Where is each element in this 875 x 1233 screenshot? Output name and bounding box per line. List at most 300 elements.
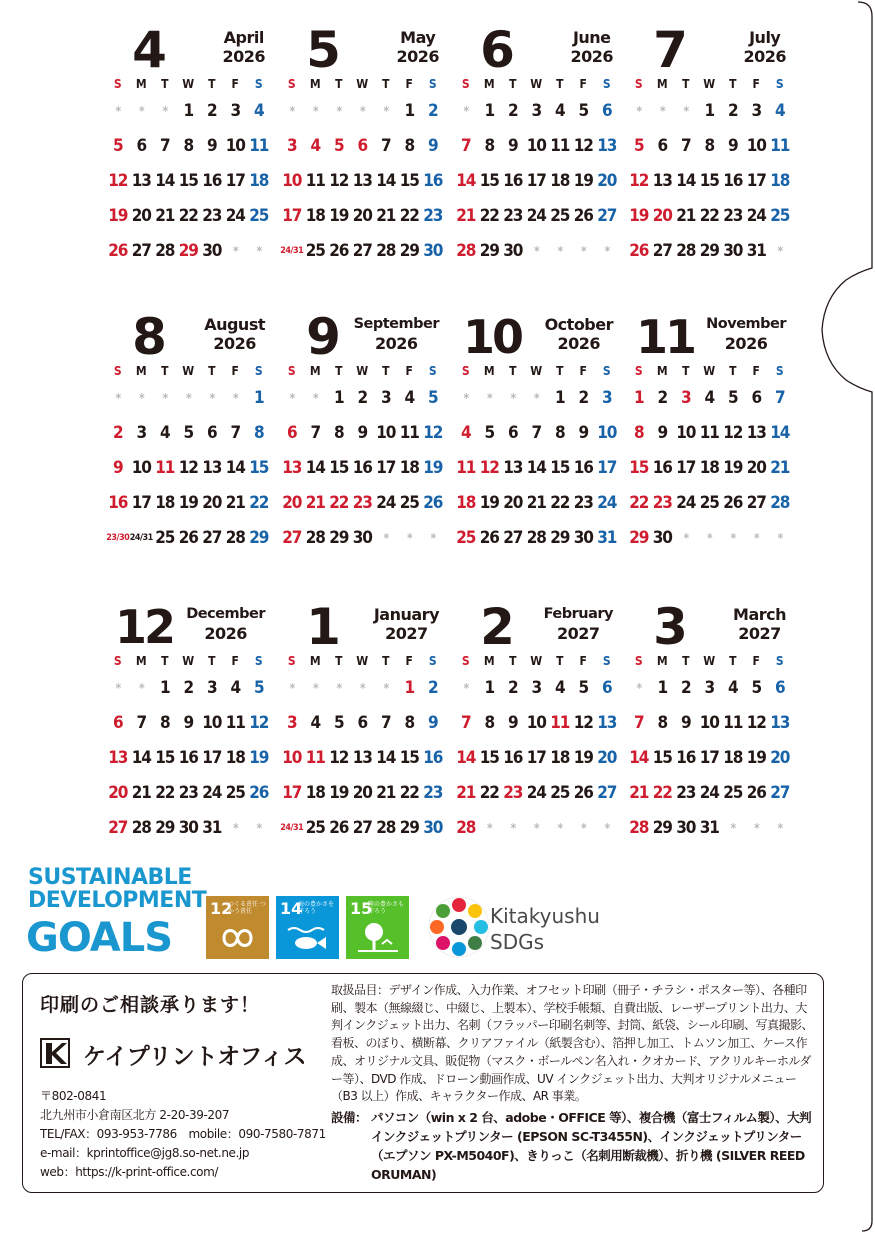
week-row <box>454 455 619 481</box>
week-row <box>106 780 271 806</box>
month-year: 2026 <box>375 334 418 353</box>
day-cell: 10 <box>676 423 696 443</box>
day-cell: 21 <box>155 206 175 226</box>
day-cell: 28 <box>526 528 546 548</box>
day-cell: 19 <box>329 783 349 803</box>
week-row <box>280 238 445 264</box>
day-cell: 8 <box>404 713 414 733</box>
empty-day-mark: * <box>233 244 238 258</box>
day-cell: 1 <box>657 678 667 698</box>
weekday-label: T <box>509 654 517 668</box>
month-year: 2027 <box>738 624 781 643</box>
day-cell: 5 <box>751 678 761 698</box>
day-cell: 1 <box>555 388 565 408</box>
week-row <box>627 420 792 446</box>
day-cell: 21 <box>131 783 151 803</box>
day-cell: 17 <box>699 748 719 768</box>
day-cell: 24 <box>526 206 546 226</box>
weekday-label: F <box>405 77 413 91</box>
week-row <box>627 745 792 771</box>
day-cell: 18 <box>550 171 570 191</box>
weekday-label: M <box>483 77 495 91</box>
company-logo-icon <box>40 1038 70 1068</box>
day-cell: 10 <box>282 748 302 768</box>
day-cell: 23 <box>652 493 672 513</box>
week-row <box>106 710 271 736</box>
day-cell: 26 <box>249 783 269 803</box>
day-cell: 5 <box>334 136 344 156</box>
day-cell: 6 <box>357 713 367 733</box>
day-cell: 1 <box>404 101 414 121</box>
weekday-label: T <box>682 364 690 378</box>
weekday-label: T <box>335 654 343 668</box>
day-cell: 12 <box>479 458 499 478</box>
day-cell: 12 <box>329 171 349 191</box>
empty-day-mark: * <box>139 391 144 405</box>
day-cell: 25 <box>305 818 325 838</box>
infinity-icon <box>206 896 269 959</box>
day-cell: 23 <box>352 493 372 513</box>
month-may <box>280 18 445 288</box>
weekday-label: F <box>579 77 587 91</box>
week-row <box>454 490 619 516</box>
day-cell: 1 <box>183 101 193 121</box>
week-row <box>627 675 792 701</box>
day-cell: 23 <box>178 783 198 803</box>
empty-day-mark: * <box>383 104 388 118</box>
address: 北九州市小倉南区北方 2-20-39-207 <box>40 1108 230 1122</box>
day-cell: 6 <box>751 388 761 408</box>
day-cell: 3 <box>287 713 297 733</box>
tree-icon <box>346 896 409 959</box>
week-row <box>627 780 792 806</box>
week-row <box>280 133 445 159</box>
month-number: 8 <box>132 308 164 366</box>
empty-day-mark: * <box>209 391 214 405</box>
day-cell: 28 <box>376 241 396 261</box>
day-cell: 4 <box>310 136 320 156</box>
day-cell: 8 <box>704 136 714 156</box>
empty-day-mark: * <box>534 244 539 258</box>
day-cell: 19 <box>479 493 499 513</box>
sdgs-goals-word: GOALS <box>26 915 173 961</box>
empty-day-mark: * <box>604 244 609 258</box>
empty-day-mark: * <box>430 531 435 545</box>
tel-fax: TEL/FAX：093-953-7786 mobile：090-7580-7871 <box>40 1127 326 1141</box>
weekday-header <box>627 76 792 92</box>
day-cell: 22 <box>329 493 349 513</box>
month-year: 2027 <box>557 624 600 643</box>
week-row <box>106 490 271 516</box>
day-cell: 19 <box>573 748 593 768</box>
day-cell: 19 <box>178 493 198 513</box>
day-cell: 10 <box>131 458 151 478</box>
day-cell: 9 <box>508 136 518 156</box>
day-cell: 7 <box>461 136 471 156</box>
day-cell: 11 <box>456 458 476 478</box>
month-title <box>733 605 786 643</box>
weekday-label: W <box>356 654 369 668</box>
weekday-label: F <box>752 654 760 668</box>
day-cell: 7 <box>310 423 320 443</box>
day-cell: 16 <box>573 458 593 478</box>
week-row <box>280 745 445 771</box>
day-cell: 11 <box>723 713 743 733</box>
month-name: February <box>543 606 613 622</box>
weekday-header <box>106 76 271 92</box>
day-cell: 10 <box>225 136 245 156</box>
empty-day-mark: * <box>115 104 120 118</box>
weekday-label: S <box>775 364 784 378</box>
month-february <box>454 595 619 865</box>
day-cell: 7 <box>681 136 691 156</box>
day-cell: 17 <box>526 171 546 191</box>
day-cell: 10 <box>282 171 302 191</box>
weekday-label: W <box>703 654 716 668</box>
day-cell: 26 <box>423 493 443 513</box>
month-title <box>396 28 439 66</box>
day-cell: 19 <box>329 206 349 226</box>
day-cell: 31 <box>597 528 617 548</box>
day-cell: 21 <box>526 493 546 513</box>
day-cell: 13 <box>597 713 617 733</box>
day-cell: 20 <box>503 493 523 513</box>
day-cell: 20 <box>746 458 766 478</box>
day-cell: 30 <box>352 528 372 548</box>
day-cell: 2 <box>728 101 738 121</box>
day-cell: 15 <box>479 171 499 191</box>
month-year: 2026 <box>213 334 256 353</box>
day-cell: 25 <box>723 783 743 803</box>
day-cell: 25 <box>249 206 269 226</box>
month-name: June <box>572 28 611 47</box>
day-cell: 29 <box>329 528 349 548</box>
day-cell: 14 <box>376 748 396 768</box>
day-cell: 6 <box>508 423 518 443</box>
month-number: 6 <box>480 21 512 79</box>
empty-day-mark: * <box>707 531 712 545</box>
day-cell: 29 <box>652 818 672 838</box>
day-cell: 1 <box>334 388 344 408</box>
empty-day-mark: * <box>407 531 412 545</box>
week-row <box>454 98 619 124</box>
day-cell: 25 <box>550 783 570 803</box>
empty-day-mark: * <box>557 821 562 835</box>
day-cell: 22 <box>479 783 499 803</box>
day-cell: 9 <box>207 136 217 156</box>
day-cell: 26 <box>723 493 743 513</box>
day-cell: 11 <box>155 458 175 478</box>
day-cell: 29 <box>479 241 499 261</box>
weekday-label: F <box>405 654 413 668</box>
sdgs-label: SDGs <box>490 930 545 954</box>
day-cell: 12 <box>629 171 649 191</box>
month-july <box>627 18 792 288</box>
day-cell: 23/30 <box>106 533 130 543</box>
week-row <box>106 525 271 551</box>
empty-day-mark: * <box>604 821 609 835</box>
weekday-label: F <box>231 77 239 91</box>
day-cell: 9 <box>578 423 588 443</box>
month-number: 11 <box>635 310 694 364</box>
month-number: 7 <box>653 21 685 79</box>
month-name: January <box>373 605 439 624</box>
weekday-header <box>280 653 445 669</box>
weekday-label: T <box>682 654 690 668</box>
weekday-label: F <box>579 654 587 668</box>
month-june <box>454 18 619 288</box>
day-cell: 30 <box>423 818 443 838</box>
day-cell: 27 <box>503 528 523 548</box>
day-cell: 24 <box>526 783 546 803</box>
day-cell: 4 <box>775 101 785 121</box>
day-cell: 17 <box>282 783 302 803</box>
month-number: 12 <box>114 600 173 654</box>
day-cell: 19 <box>723 458 743 478</box>
day-cell: 16 <box>108 493 128 513</box>
day-cell: 9 <box>183 713 193 733</box>
goal-14-number: 14 <box>280 899 303 918</box>
day-cell: 23 <box>573 493 593 513</box>
day-cell: 30 <box>503 241 523 261</box>
weekday-label: S <box>113 77 122 91</box>
day-cell: 19 <box>108 206 128 226</box>
day-cell: 7 <box>160 136 170 156</box>
kitakyushu-label: Kitakyushu <box>490 904 600 928</box>
day-cell: 7 <box>381 713 391 733</box>
empty-day-mark: * <box>139 104 144 118</box>
weekday-label: M <box>135 77 147 91</box>
day-cell: 22 <box>652 783 672 803</box>
day-cell: 3 <box>287 136 297 156</box>
day-cell: 20 <box>108 783 128 803</box>
day-cell: 24 <box>202 783 222 803</box>
equipment-list: パソコン（win x 2 台、adobe・OFFICE 等）、複合機（富士フィルム製）、大判インクジェットプリンター (EPSON SC-T3455N)、インクジェットプリンター（エプソン PX-M5040F)、きりっこ（名刺用断裁機）、折り機 (SILVER REED ORUMAN) <box>371 1110 812 1182</box>
weekday-label: F <box>405 364 413 378</box>
weekday-header <box>627 653 792 669</box>
day-cell: 7 <box>461 713 471 733</box>
website: web：https://k-print-office.com/ <box>40 1165 219 1179</box>
week-row <box>454 133 619 159</box>
company-name: ケイプリントオフィス <box>83 1044 307 1070</box>
day-cell: 2 <box>207 101 217 121</box>
empty-day-mark: * <box>754 531 759 545</box>
fish-icon <box>276 896 339 959</box>
goal-15-text: 陸の豊かさも 守ろう <box>368 901 405 915</box>
equipment-section <box>331 1108 815 1184</box>
day-cell: 1 <box>254 388 264 408</box>
day-cell: 22 <box>399 206 419 226</box>
day-cell: 4 <box>728 678 738 698</box>
day-cell: 15 <box>699 171 719 191</box>
month-number: 4 <box>132 21 164 79</box>
day-cell: 9 <box>681 713 691 733</box>
day-cell: 8 <box>183 136 193 156</box>
day-cell: 17 <box>597 458 617 478</box>
day-cell: 3 <box>531 101 541 121</box>
day-cell: 16 <box>423 171 443 191</box>
day-cell: 17 <box>376 458 396 478</box>
day-cell: 25 <box>225 783 245 803</box>
week-row <box>627 710 792 736</box>
day-cell: 5 <box>578 101 588 121</box>
day-cell: 18 <box>155 493 175 513</box>
month-number: 10 <box>462 310 521 364</box>
goal-12-text: つくる責任 つかう責任 <box>228 901 266 915</box>
empty-day-mark: * <box>463 681 468 695</box>
weekday-label: W <box>703 364 716 378</box>
day-cell: 30 <box>423 241 443 261</box>
day-cell: 23 <box>503 206 523 226</box>
day-cell: 3 <box>704 678 714 698</box>
day-cell: 8 <box>484 713 494 733</box>
day-cell: 8 <box>334 423 344 443</box>
day-cell: 1 <box>160 678 170 698</box>
weekday-label: S <box>113 654 122 668</box>
week-row <box>454 238 619 264</box>
month-name: July <box>749 28 781 47</box>
day-cell: 28 <box>770 493 790 513</box>
day-cell: 28 <box>676 241 696 261</box>
weekday-label: T <box>556 77 564 91</box>
weekday-label: F <box>752 77 760 91</box>
day-cell: 16 <box>503 748 523 768</box>
weekday-label: T <box>729 77 737 91</box>
week-row <box>280 780 445 806</box>
week-row <box>280 98 445 124</box>
day-cell: 30 <box>178 818 198 838</box>
day-cell: 30 <box>723 241 743 261</box>
day-cell: 27 <box>746 493 766 513</box>
day-cell: 19 <box>423 458 443 478</box>
day-cell: 16 <box>178 748 198 768</box>
day-cell: 5 <box>728 388 738 408</box>
weekday-header <box>454 363 619 379</box>
day-cell: 31 <box>699 818 719 838</box>
day-cell: 20 <box>282 493 302 513</box>
month-name: December <box>186 606 265 622</box>
week-row <box>454 385 619 411</box>
day-cell: 18 <box>305 783 325 803</box>
month-name: August <box>204 315 265 334</box>
day-cell: 12 <box>329 748 349 768</box>
empty-day-mark: * <box>636 681 641 695</box>
day-cell: 10 <box>699 713 719 733</box>
day-cell: 15 <box>652 748 672 768</box>
day-cell: 10 <box>746 136 766 156</box>
day-cell: 2 <box>113 423 123 443</box>
weekday-label: S <box>775 77 784 91</box>
day-cell: 18 <box>305 206 325 226</box>
day-cell: 5 <box>428 388 438 408</box>
month-march <box>627 595 792 865</box>
weekday-label: T <box>208 77 216 91</box>
day-cell: 17 <box>225 171 245 191</box>
week-row <box>106 745 271 771</box>
day-cell: 26 <box>629 241 649 261</box>
day-cell: 14 <box>155 171 175 191</box>
goal-15-number: 15 <box>350 899 373 918</box>
day-cell: 13 <box>282 458 302 478</box>
day-cell: 9 <box>728 136 738 156</box>
day-cell: 8 <box>254 423 264 443</box>
weekday-label: S <box>254 77 263 91</box>
month-title <box>222 28 265 66</box>
week-row <box>280 815 445 841</box>
day-cell: 4 <box>704 388 714 408</box>
month-title <box>743 28 786 66</box>
day-cell: 3 <box>136 423 146 443</box>
week-row <box>280 525 445 551</box>
month-year: 2026 <box>724 334 768 353</box>
day-cell: 4 <box>160 423 170 443</box>
equipment-label: 設備： <box>331 1110 368 1125</box>
week-row <box>454 745 619 771</box>
day-cell: 2 <box>428 101 438 121</box>
day-cell: 24 <box>676 493 696 513</box>
day-cell: 11 <box>249 136 269 156</box>
day-cell: 25 <box>456 528 476 548</box>
day-cell: 6 <box>602 101 612 121</box>
month-january <box>280 595 445 865</box>
day-cell: 15 <box>178 171 198 191</box>
day-cell: 29 <box>399 818 419 838</box>
day-cell: 17 <box>282 206 302 226</box>
weekday-label: S <box>287 364 296 378</box>
day-cell: 12 <box>573 713 593 733</box>
day-cell: 10 <box>597 423 617 443</box>
month-title <box>570 28 613 66</box>
day-cell: 6 <box>207 423 217 443</box>
day-cell: 14 <box>305 458 325 478</box>
week-row <box>106 98 271 124</box>
weekday-label: T <box>509 77 517 91</box>
day-cell: 25 <box>399 493 419 513</box>
day-cell: 22 <box>249 493 269 513</box>
weekday-label: S <box>428 654 437 668</box>
week-row <box>454 780 619 806</box>
day-cell: 14 <box>526 458 546 478</box>
services-list: 取扱品目：デザイン作成、入力作業、オフセット印刷（冊子・チラシ・ポスター等）、各種印刷、製本（無線綴じ、中綴じ、上製本）、学校手帳類、自費出版、レーザープリント出力、大判インクジェット出力、名刺（フラッパー印刷名刺等、封筒、紙袋、シール印刷、写真撮影、看板、のぼり、横断幕、クリアファイル（紙製含む）、箔押し加工、トムソン加工、ケース作成、オリジナル文具、販促物（マスク・ボールペン名入れ・クオカード、アクリルキーホルダー等）、DVD 作成、ドローン動画作成、UV インクジェット出力、大判オリジナルメニュー（B3 以上）作成、キャラクター作成、AR 事業。 <box>331 983 814 1104</box>
weekday-label: T <box>161 654 169 668</box>
empty-day-mark: * <box>487 821 492 835</box>
day-cell: 25 <box>770 206 790 226</box>
day-cell: 11 <box>550 136 570 156</box>
weekday-label: S <box>602 77 611 91</box>
day-cell: 25 <box>699 493 719 513</box>
day-cell: 19 <box>629 206 649 226</box>
month-april <box>106 18 271 288</box>
day-cell: 10 <box>376 423 396 443</box>
day-cell: 1 <box>404 678 414 698</box>
day-cell: 24/31 <box>280 823 304 833</box>
weekday-label: W <box>356 77 369 91</box>
weekday-label: M <box>483 654 495 668</box>
day-cell: 15 <box>249 458 269 478</box>
day-cell: 28 <box>456 818 476 838</box>
weekday-label: S <box>634 364 643 378</box>
week-row <box>627 385 792 411</box>
day-cell: 11 <box>305 748 325 768</box>
day-cell: 3 <box>381 388 391 408</box>
empty-day-mark: * <box>383 531 388 545</box>
empty-day-mark: * <box>683 531 688 545</box>
month-number: 9 <box>306 308 338 366</box>
day-cell: 11 <box>225 713 245 733</box>
month-name: September <box>353 316 439 332</box>
day-cell: 8 <box>404 136 414 156</box>
weekday-header <box>454 76 619 92</box>
